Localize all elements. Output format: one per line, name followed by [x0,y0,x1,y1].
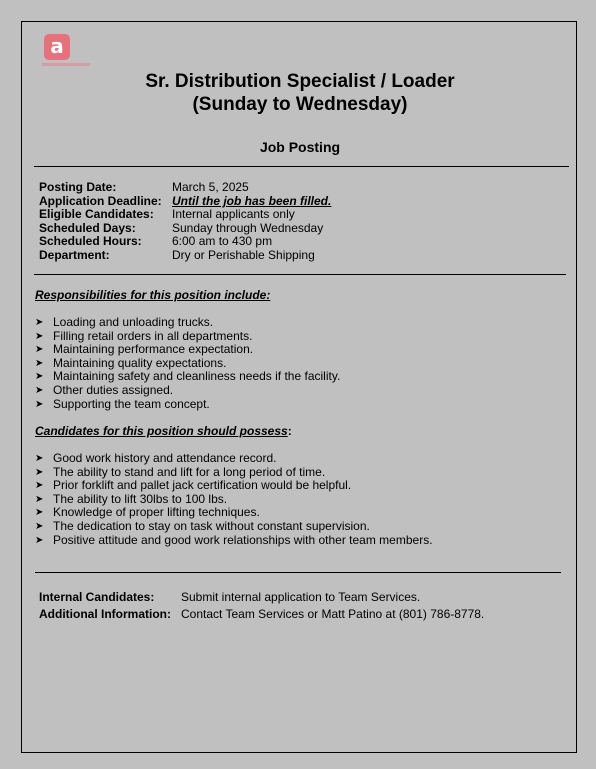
list-item [35,534,433,548]
responsibilities-list [35,316,340,411]
list-item [35,493,433,507]
responsibilities-heading-text: Responsibilities for this position include: [35,288,271,302]
list-item [35,479,433,493]
contact-label: Additional Information: [39,607,171,621]
contact-value: Contact Team Services or Matt Patino at (801) 786-8778. [181,607,485,621]
contact-info [39,590,484,624]
detail-value: Internal applicants only [172,207,295,222]
detail-value: Sunday through Wednesday [172,220,324,235]
list-item-text: Maintaining quality expectations. [53,355,227,370]
divider-bottom [35,572,561,573]
detail-value: 6:00 am to 430 pm [172,234,273,249]
a-logo-icon: a [44,34,70,60]
detail-row [39,222,331,236]
page-title [22,70,578,116]
arrow-bullet-icon: ➤ [35,344,44,356]
detail-row [39,208,331,222]
detail-value: Until the job has been filled. [172,193,332,208]
list-item-text: Supporting the team concept. [53,396,210,411]
list-item [35,316,340,330]
arrow-bullet-icon: ➤ [35,466,44,478]
qualifications-heading-colon: : [287,424,292,438]
list-item-text: The dedication to stay on task without constant supervision. [53,518,370,533]
arrow-bullet-icon: ➤ [35,357,44,369]
company-logo [42,34,82,70]
list-item-text: Knowledge of proper lifting techniques. [53,505,260,520]
list-item-text: Positive attitude and good work relationships with other team members. [53,532,433,547]
job-posting-page [21,21,577,753]
list-item [35,398,340,412]
detail-row [39,249,331,263]
list-item [35,343,340,357]
divider-middle [34,274,566,275]
arrow-bullet-icon: ➤ [35,371,44,383]
qualifications-list [35,452,433,547]
list-item [35,506,433,520]
arrow-bullet-icon: ➤ [35,493,44,505]
list-item-text: Maintaining performance expectation. [53,342,254,357]
arrow-bullet-icon: ➤ [35,330,44,342]
detail-label: Posting Date: [39,180,117,194]
contact-row [39,590,484,607]
detail-value: Dry or Perishable Shipping [172,247,315,262]
list-item-text: Good work history and attendance record. [53,451,277,465]
page-subtitle: Job Posting [259,139,341,155]
arrow-bullet-icon: ➤ [35,317,44,328]
detail-label: Application Deadline: [39,193,162,208]
arrow-bullet-icon: ➤ [35,507,44,519]
contact-label: Internal Candidates: [39,590,155,604]
list-item [35,357,340,371]
divider-top [34,166,569,167]
logo-tagline [42,63,90,66]
arrow-bullet-icon: ➤ [35,453,44,464]
posting-details [39,181,331,263]
arrow-bullet-icon: ➤ [35,520,44,532]
list-item [35,452,433,466]
detail-row [39,235,331,249]
contact-row [39,607,484,624]
list-item-text: Other duties assigned. [53,382,174,397]
list-item [35,520,433,534]
detail-value: March 5, 2025 [172,180,249,194]
list-item-text: Prior forklift and pallet jack certification would be helpful. [53,478,352,493]
list-item-text: The ability to stand and lift for a long period of time. [53,464,326,479]
list-item [35,466,433,480]
detail-label: Department: [39,247,110,262]
arrow-bullet-icon: ➤ [35,534,44,546]
list-item-text: The ability to lift 30lbs to 100 lbs. [53,491,228,506]
detail-row [39,195,331,209]
title-line-1: Sr. Distribution Specialist / Loader [145,71,455,92]
list-item [35,370,340,384]
title-line-2: (Sunday to Wednesday) [192,94,408,115]
arrow-bullet-icon: ➤ [35,384,44,396]
contact-value: Submit internal application to Team Services. [181,590,421,604]
detail-label: Scheduled Hours: [39,234,142,249]
list-item-text: Loading and unloading trucks. [53,315,214,329]
qualifications-heading [35,424,292,438]
detail-row [39,181,331,195]
arrow-bullet-icon: ➤ [35,480,44,492]
detail-label: Eligible Candidates: [39,207,154,222]
qualifications-heading-text: Candidates for this position should possess [35,424,288,438]
list-item-text: Filling retail orders in all departments. [53,328,253,343]
list-item [35,330,340,344]
responsibilities-heading [35,288,270,302]
arrow-bullet-icon: ➤ [35,398,44,410]
detail-label: Scheduled Days: [39,220,136,235]
list-item [35,384,340,398]
list-item-text: Maintaining safety and cleanliness needs if the facility. [53,369,341,384]
